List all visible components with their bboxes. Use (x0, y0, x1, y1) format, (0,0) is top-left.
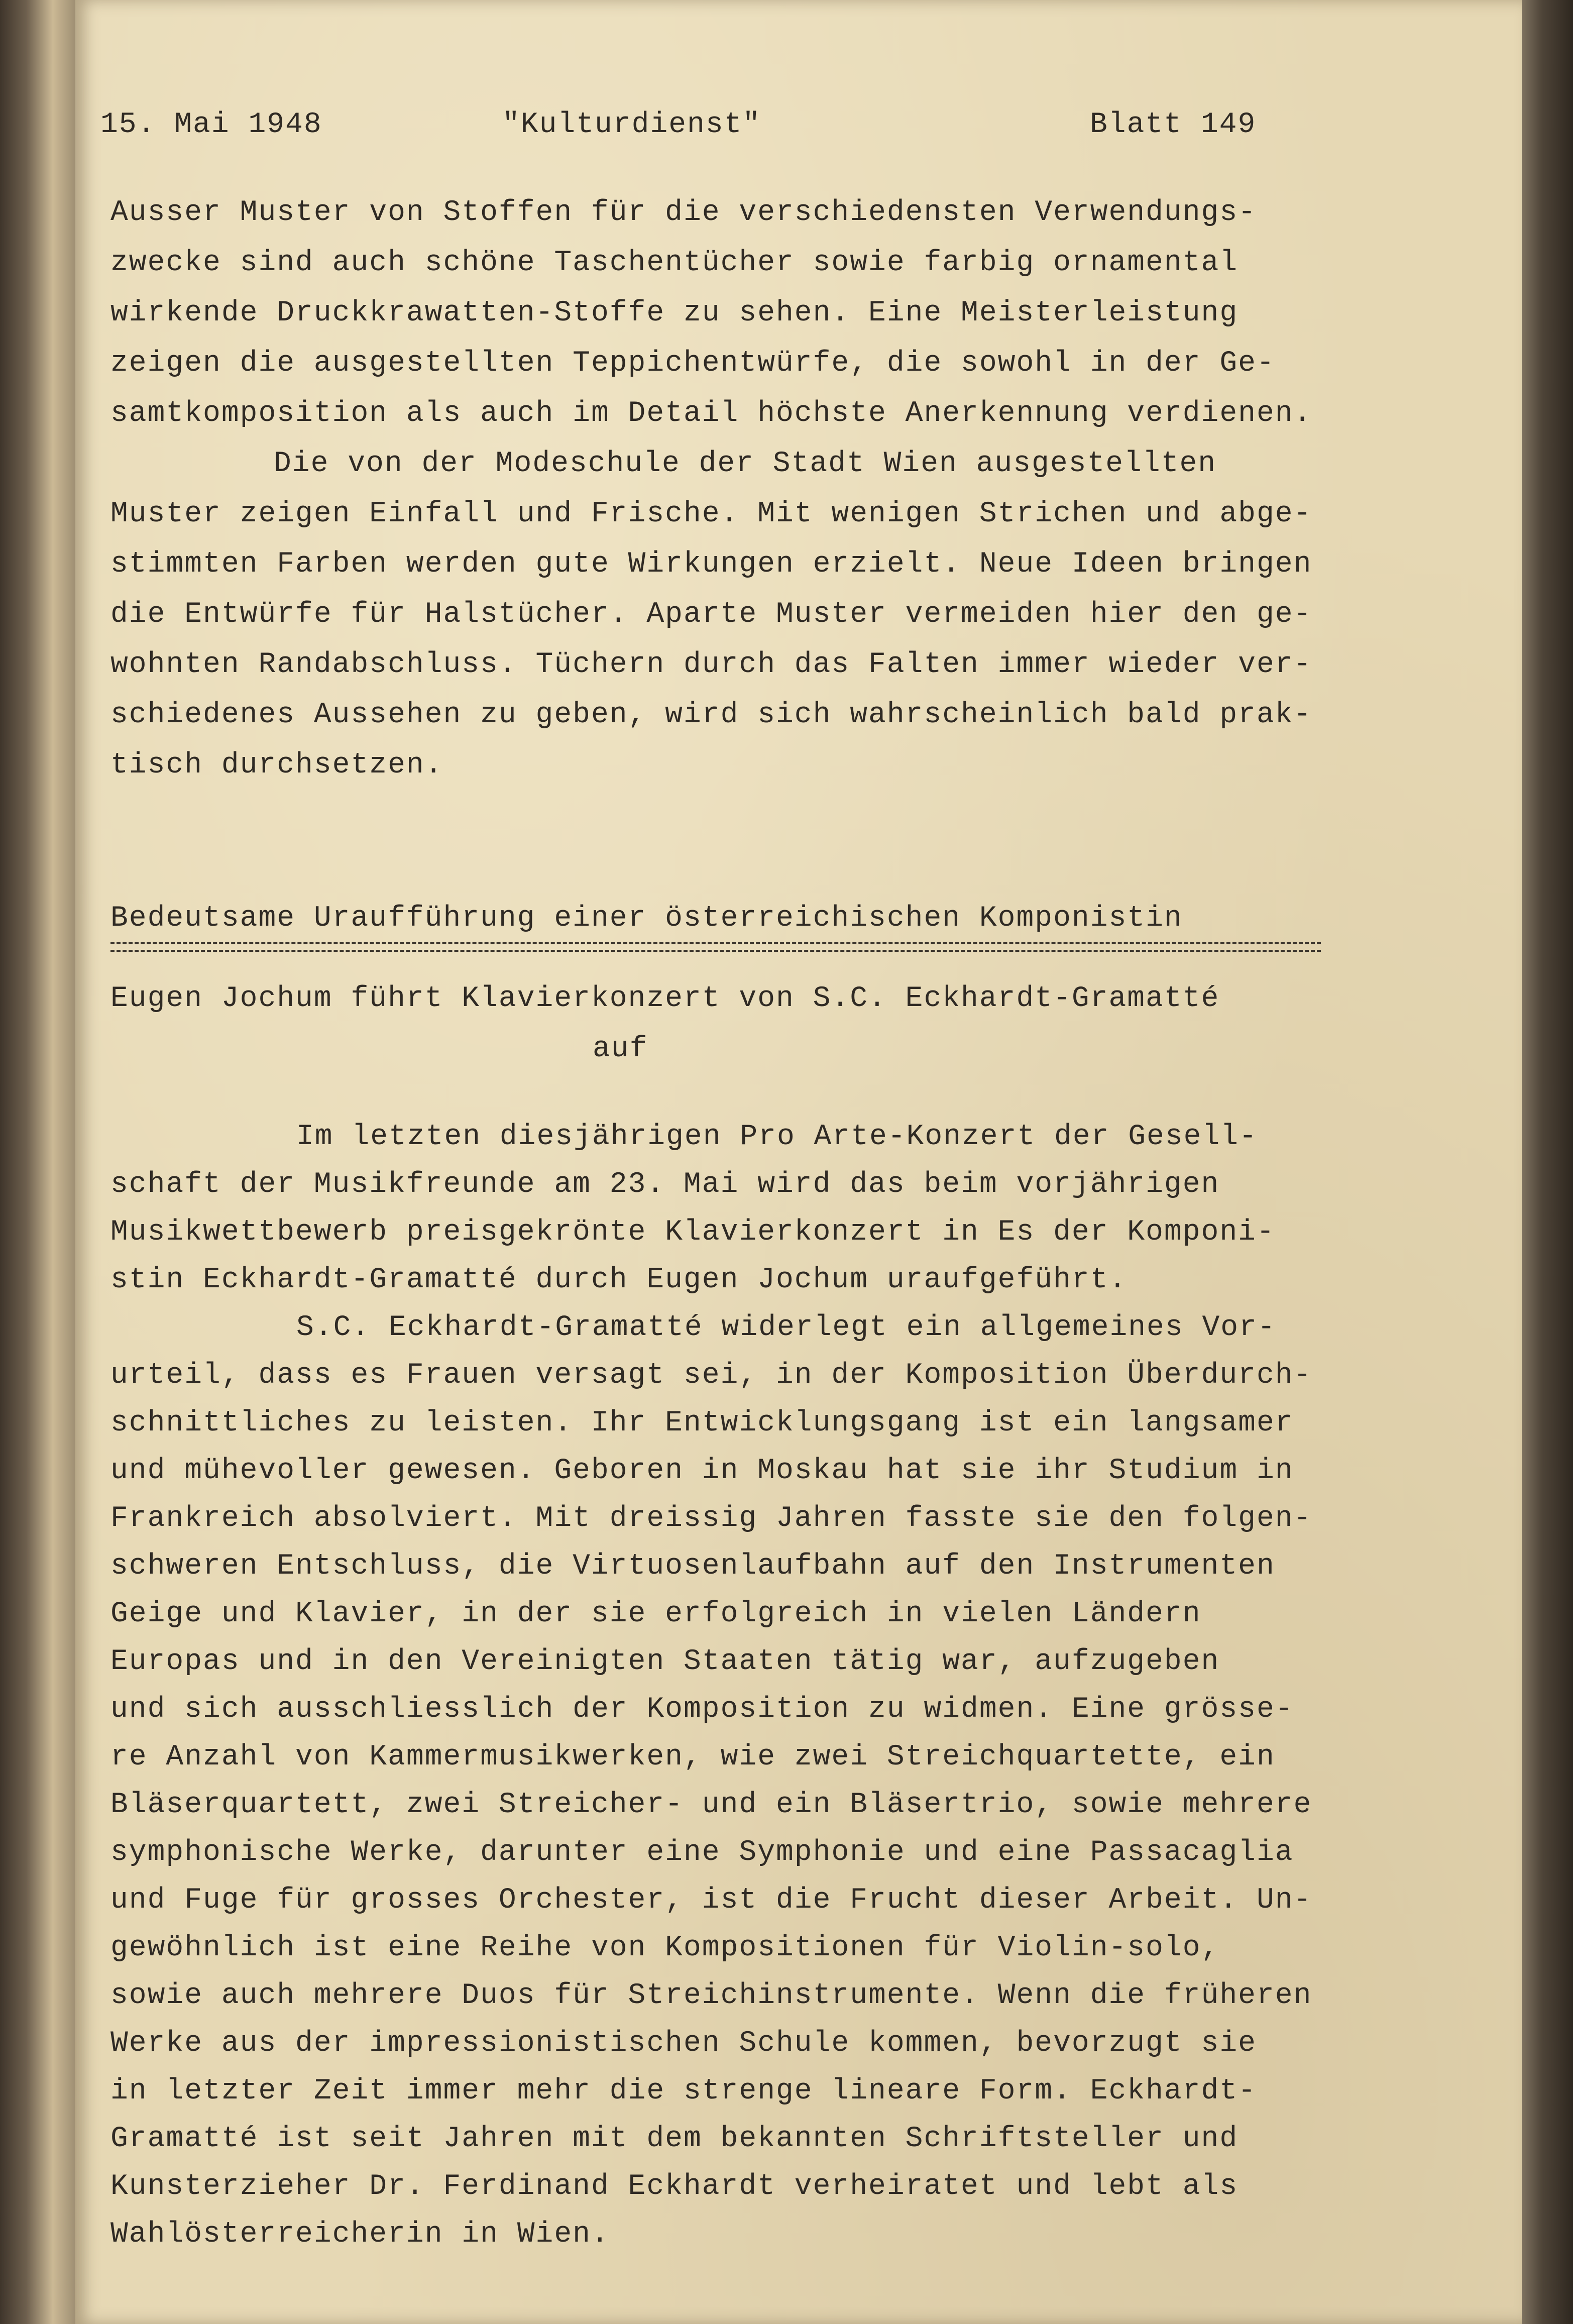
right-page-edge (1522, 0, 1573, 2324)
page-header (75, 110, 1522, 151)
text-line: wirkende Druckkrawatten-Stoffe zu sehen. Eine Meisterleistung (110, 297, 1239, 329)
text-line: gewöhnlich ist eine Reihe von Kompositionen für Violin-solo, (110, 1932, 1220, 1964)
text-line: sowie auch mehrere Duos für Streichinstrumente. Wenn die früheren (110, 1979, 1312, 2012)
double-underline (110, 942, 1321, 952)
text-line: S.C. Eckhardt-Gramatté widerlegt ein allgemeines Vor- (296, 1311, 1276, 1344)
text-line: wohnten Randabschluss. Tüchern durch das Falten immer wieder ver- (110, 648, 1312, 681)
text-line: und mühevoller gewesen. Geboren in Moskau hat sie ihr Studium in (110, 1455, 1294, 1487)
article-subheadline: Eugen Jochum führt Klavierkonzert von S.C. Eckhardt-Gramatté (110, 982, 1220, 1015)
text-line: Ausser Muster von Stoffen für die verschiedensten Verwendungs- (110, 196, 1257, 229)
book-binding-edge (0, 0, 75, 2324)
text-line: Kunsterzieher Dr. Ferdinand Eckhardt verheiratet und lebt als (110, 2170, 1239, 2203)
article-headline: Bedeutsame Uraufführung einer österreichischen Komponistin (110, 902, 1183, 935)
text-line: und Fuge für grosses Orchester, ist die Frucht dieser Arbeit. Un- (110, 1884, 1312, 1917)
text-line: samtkomposition als auch im Detail höchste Anerkennung verdienen. (110, 397, 1312, 430)
text-line: Muster zeigen Einfall und Frische. Mit wenigen Strichen und abge- (110, 498, 1312, 530)
text-line: urteil, dass es Frauen versagt sei, in der Komposition Überdurch- (110, 1359, 1312, 1392)
text-line: tisch durchsetzen. (110, 749, 443, 782)
text-line: schweren Entschluss, die Virtuosenlaufbahn auf den Instrumenten (110, 1550, 1275, 1583)
text-line: Bläserquartett, zwei Streicher- und ein Bläsertrio, sowie mehrere (110, 1789, 1312, 1821)
text-line: und sich ausschliesslich der Komposition zu widmen. Eine grösse- (110, 1693, 1294, 1726)
text-line: Frankreich absolviert. Mit dreissig Jahren fasste sie den folgen- (110, 1502, 1312, 1535)
text-line: stin Eckhardt-Gramatté durch Eugen Jochum uraufgeführt. (110, 1264, 1128, 1296)
header-date: 15. Mai 1948 (100, 108, 322, 141)
text-line: Gramatté ist seit Jahren mit dem bekannten Schriftsteller und (110, 2123, 1239, 2155)
text-line: Geige und Klavier, in der sie erfolgreich in vielen Ländern (110, 1598, 1201, 1630)
text-line: re Anzahl von Kammermusikwerken, wie zwei Streichquartette, ein (110, 1741, 1275, 1774)
text-line: symphonische Werke, darunter eine Symphonie und eine Passacaglia (110, 1836, 1294, 1869)
text-line: schaft der Musikfreunde am 23. Mai wird das beim vorjährigen (110, 1168, 1220, 1201)
text-line: die Entwürfe für Halstücher. Aparte Muster vermeiden hier den ge- (110, 598, 1312, 631)
text-line: in letzter Zeit immer mehr die strenge lineare Form. Eckhardt- (110, 2075, 1257, 2108)
text-line: Musikwettbewerb preisgekrönte Klavierkonzert in Es der Komponi- (110, 1216, 1275, 1249)
text-line: zwecke sind auch schöne Taschentücher sowie farbig ornamental (110, 247, 1239, 279)
text-line: Die von der Modeschule der Stadt Wien ausgestellten (274, 448, 1217, 480)
text-line: schnittliches zu leisten. Ihr Entwicklungsgang ist ein langsamer (110, 1407, 1294, 1440)
header-title: "Kulturdienst" (502, 108, 761, 141)
text-line: Werke aus der impressionistischen Schule kommen, bevorzugt sie (110, 2027, 1257, 2060)
article-subheadline-continuation: auf (593, 1033, 648, 1065)
text-line: schiedenes Aussehen zu geben, wird sich wahrscheinlich bald prak- (110, 699, 1312, 731)
header-page-number: Blatt 149 (1090, 108, 1257, 141)
document-page (75, 0, 1522, 2324)
text-line: Wahlösterreicherin in Wien. (110, 2218, 610, 2251)
text-line: Im letzten diesjährigen Pro Arte-Konzert der Gesell- (296, 1121, 1258, 1153)
text-line: Europas und in den Vereinigten Staaten tätig war, aufzugeben (110, 1645, 1220, 1678)
text-line: zeigen die ausgestellten Teppichentwürfe, die sowohl in der Ge- (110, 347, 1275, 380)
text-line: stimmten Farben werden gute Wirkungen erzielt. Neue Ideen bringen (110, 548, 1312, 581)
